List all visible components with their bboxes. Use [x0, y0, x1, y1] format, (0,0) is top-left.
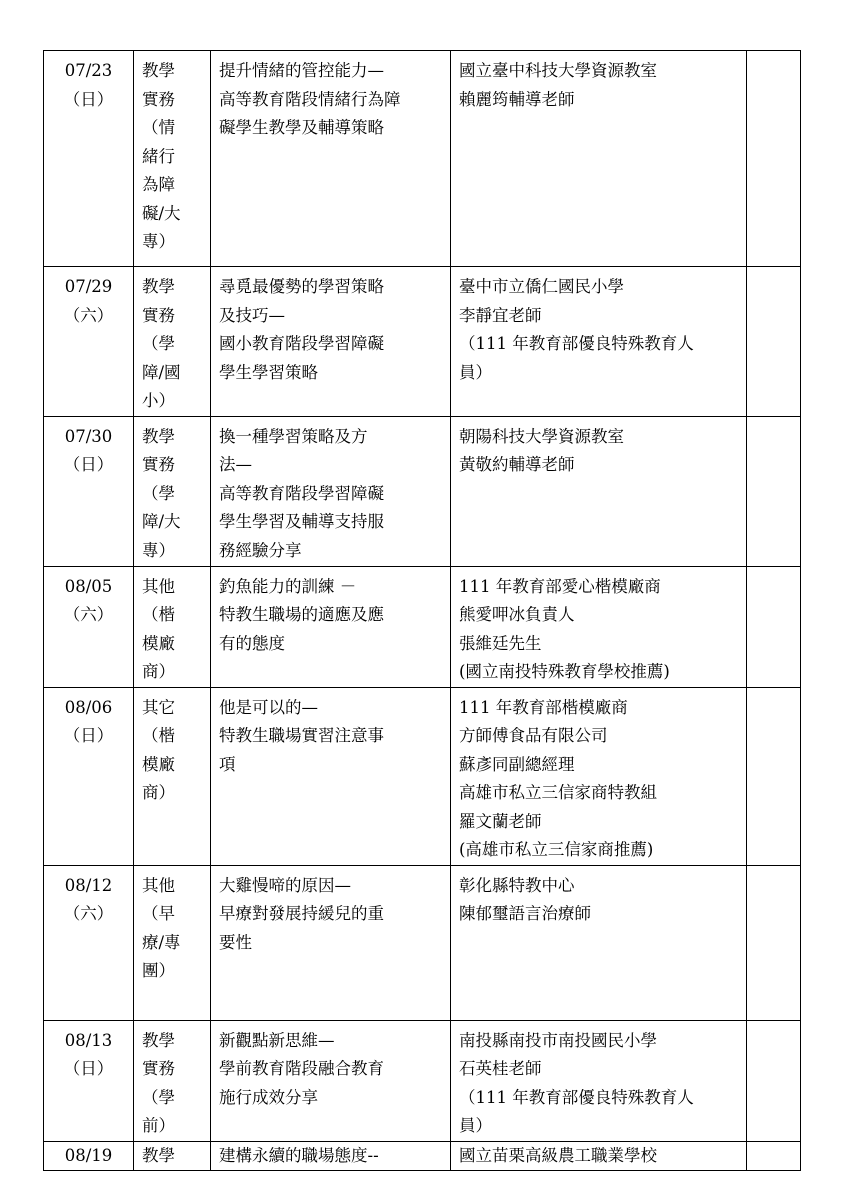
date-text: 08/06 [64, 697, 113, 717]
title-line: 釣魚能力的訓練 － [219, 576, 357, 596]
category-cell [134, 687, 211, 865]
title-line: 早療對發展持緩兒的重 [219, 904, 384, 923]
title-line: 學生學習策略 [219, 362, 318, 382]
speaker-line: 熊愛呷冰負責人 [459, 605, 575, 624]
note-cell [747, 416, 801, 566]
category-line: （學 [142, 334, 175, 353]
date-cell [44, 566, 134, 687]
category-line: 教學 [142, 1030, 175, 1050]
date-cell [44, 1141, 134, 1171]
category-line: 商） [142, 783, 175, 802]
weekday-text: （日） [63, 455, 114, 474]
session-title-cell [211, 1141, 451, 1171]
table-row [44, 687, 801, 865]
speaker-line: 員） [459, 1116, 492, 1135]
category-line: 教學 [142, 277, 175, 296]
date-text: 07/23 [64, 61, 113, 80]
date-text: 08/13 [64, 1030, 113, 1050]
category-cell [134, 267, 211, 417]
category-line: 其他 [142, 576, 175, 596]
speaker-line: 石英桂老師 [459, 1059, 542, 1078]
note-cell [747, 267, 801, 417]
speaker-line: 張維廷先生 [459, 633, 542, 653]
category-line: 模廠 [142, 633, 175, 653]
note-cell [747, 687, 801, 865]
category-line: 實務 [142, 1059, 175, 1078]
title-line: 要性 [219, 932, 252, 952]
speaker-cell [451, 267, 747, 417]
speaker-line: 黃敬約輔導老師 [459, 455, 575, 474]
category-line: 緒行 [142, 146, 175, 166]
speaker-line: 李靜宜老師 [459, 305, 542, 325]
table-row [44, 416, 801, 566]
category-line: 療/專 [142, 932, 181, 952]
speaker-line: 彰化縣特教中心 [459, 875, 575, 895]
session-title-cell [211, 267, 451, 417]
category-line: （楷 [142, 726, 175, 745]
table-row [44, 566, 801, 687]
speaker-line: 國立苗栗高級農工職業學校 [459, 1145, 657, 1165]
category-line: 其它 [142, 697, 175, 717]
weekday-text: （日） [63, 726, 114, 745]
category-line: （情 [142, 118, 175, 137]
speaker-line: 111 年教育部愛心楷模廠商 [459, 576, 661, 596]
category-cell [134, 566, 211, 687]
title-line: 項 [219, 754, 236, 774]
category-cell [134, 416, 211, 566]
date-text: 07/30 [64, 426, 113, 446]
date-cell [44, 51, 134, 267]
speaker-line: (國立南投特殊教育學校推薦) [459, 662, 670, 681]
note-cell [747, 865, 801, 1020]
title-line: 法— [219, 455, 252, 474]
date-text: 08/12 [64, 875, 113, 895]
table-row [44, 1141, 801, 1171]
category-cell [134, 865, 211, 1020]
title-line: 尋覓最優勢的學習策略 [219, 277, 384, 296]
date-text: 07/29 [64, 277, 113, 296]
category-cell [134, 1141, 211, 1171]
date-cell [44, 1020, 134, 1141]
title-line: 施行成效分享 [219, 1087, 318, 1107]
speaker-line: 111 年教育部楷模廠商 [459, 697, 628, 717]
speaker-line: 賴麗筠輔導老師 [459, 89, 575, 109]
category-line: 前） [142, 1116, 175, 1135]
category-line: 為障 [142, 175, 175, 194]
category-line: （楷 [142, 605, 175, 624]
weekday-text: （日） [63, 1059, 114, 1078]
title-line: 他是可以的— [219, 697, 318, 717]
weekday-text: （日） [63, 89, 114, 109]
speaker-line: 高雄市私立三信家商特教組 [459, 783, 657, 802]
speaker-line: 國立臺中科技大學資源教室 [459, 61, 657, 80]
category-line: 實務 [142, 305, 175, 325]
speaker-line: 南投縣南投市南投國民小學 [459, 1030, 657, 1050]
speaker-line: 陳郁璽語言治療師 [459, 904, 591, 923]
title-line: 及技巧— [219, 305, 285, 325]
speaker-line: 蘇彥同副總經理 [459, 754, 575, 774]
session-title-cell [211, 687, 451, 865]
title-line: 特教生職場實習注意事 [219, 726, 384, 745]
title-line: 國小教育階段學習障礙 [219, 334, 384, 353]
category-cell [134, 51, 211, 267]
weekday-text: （六） [63, 904, 114, 923]
category-line: （早 [142, 904, 175, 923]
category-line: （學 [142, 1087, 175, 1107]
session-title-cell [211, 416, 451, 566]
speaker-line: 員） [459, 362, 492, 382]
category-line: 障/大 [142, 512, 181, 531]
speaker-cell [451, 1141, 747, 1171]
note-cell [747, 1020, 801, 1141]
speaker-cell [451, 1020, 747, 1141]
title-line: 有的態度 [219, 633, 285, 653]
category-line: 小） [142, 391, 175, 410]
date-cell [44, 416, 134, 566]
title-line: 礙學生教學及輔導策略 [219, 118, 384, 137]
title-line: 特教生職場的適應及應 [219, 605, 384, 624]
table-row [44, 267, 801, 417]
speaker-line: 臺中市立僑仁國民小學 [459, 277, 624, 296]
category-line: 障/國 [142, 362, 181, 382]
category-line: 教學 [142, 61, 175, 80]
title-line: 換一種學習策略及方 [219, 426, 368, 446]
category-line: 實務 [142, 89, 175, 109]
session-title-cell [211, 865, 451, 1020]
title-line: 新觀點新思維— [219, 1030, 335, 1050]
table-row [44, 865, 801, 1020]
category-line: （學 [142, 483, 175, 503]
category-line: 教學 [142, 426, 175, 446]
note-cell [747, 566, 801, 687]
date-text: 08/19 [64, 1145, 113, 1165]
category-line: 實務 [142, 455, 175, 474]
category-line: 團） [142, 961, 175, 980]
title-line: 高等教育階段情緒行為障 [219, 89, 401, 109]
weekday-text: （六） [63, 605, 114, 624]
session-title-cell [211, 1020, 451, 1141]
session-title-cell [211, 566, 451, 687]
date-text: 08/05 [64, 576, 113, 596]
schedule-table [43, 50, 801, 1171]
category-line: 教學 [142, 1145, 175, 1165]
speaker-line: 方師傅食品有限公司 [459, 726, 608, 745]
session-title-cell [211, 51, 451, 267]
date-cell [44, 267, 134, 417]
category-line: 商） [142, 662, 175, 681]
category-cell [134, 1020, 211, 1141]
speaker-line: （111 年教育部優良特殊教育人 [459, 334, 694, 353]
speaker-cell [451, 566, 747, 687]
title-line: 務經驗分享 [219, 540, 302, 560]
category-line: 礙/大 [142, 203, 181, 223]
title-line: 學生學習及輔導支持服 [219, 512, 384, 531]
category-line: 專） [142, 540, 175, 560]
speaker-line: (高雄市私立三信家商推薦) [459, 840, 654, 859]
note-cell [747, 1141, 801, 1171]
speaker-line: 朝陽科技大學資源教室 [459, 426, 624, 446]
weekday-text: （六） [63, 305, 114, 325]
category-line: 其他 [142, 875, 175, 895]
speaker-line: （111 年教育部優良特殊教育人 [459, 1087, 694, 1107]
speaker-cell [451, 51, 747, 267]
speaker-line: 羅文蘭老師 [459, 811, 542, 831]
title-line: 大雞慢啼的原因— [219, 875, 351, 895]
speaker-cell [451, 416, 747, 566]
table-row [44, 1020, 801, 1141]
table-row [44, 51, 801, 267]
date-cell [44, 865, 134, 1020]
title-line: 提升情緒的管控能力— [219, 61, 384, 80]
title-line: 高等教育階段學習障礙 [219, 483, 384, 503]
speaker-cell [451, 865, 747, 1020]
category-line: 模廠 [142, 754, 175, 774]
note-cell [747, 51, 801, 267]
title-line: 建構永續的職場態度-- [219, 1145, 379, 1165]
category-line: 專） [142, 232, 175, 251]
speaker-cell [451, 687, 747, 865]
title-line: 學前教育階段融合教育 [219, 1059, 384, 1078]
date-cell [44, 687, 134, 865]
